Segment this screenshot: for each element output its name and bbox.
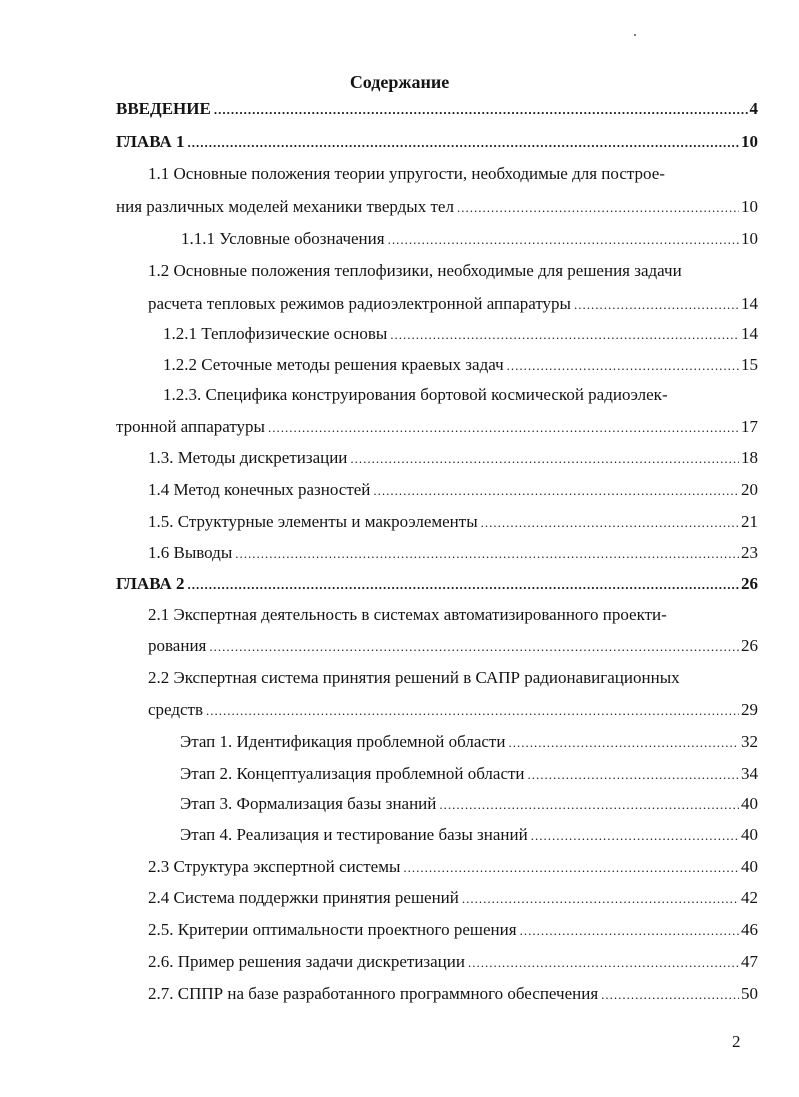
- scan-speck: [634, 34, 636, 36]
- toc-entry-text: 2.6. Пример решения задачи дискретизации: [148, 952, 465, 971]
- toc-entry-page: 10: [741, 197, 758, 216]
- toc-entry-1-1-line1: 1.1 Основные положения теории упругости, необходимые для построе-: [148, 164, 665, 183]
- dot-leader: [468, 951, 739, 975]
- toc-entry-page: 40: [741, 794, 758, 813]
- toc-entry-text: ГЛАВА 2: [116, 574, 185, 593]
- toc-entry-text: Этап 3. Формализация базы знаний: [180, 794, 437, 813]
- toc-entry-2-1-line1: 2.1 Экспертная деятельность в системах автоматизированного проекти-: [148, 605, 667, 624]
- toc-entry-text: 1.2.1 Теплофизические основы: [163, 324, 388, 343]
- dot-leader: [214, 98, 748, 122]
- dot-leader: [206, 699, 739, 723]
- toc-entry-page: 15: [741, 355, 758, 374]
- dot-leader: [507, 354, 739, 378]
- toc-entry-1-1[interactable]: [116, 195, 758, 220]
- toc-entry-text: 2.3 Структура экспертной системы: [148, 857, 401, 876]
- toc-entry-page: 17: [741, 417, 758, 436]
- toc-entry-2-2[interactable]: [148, 698, 758, 723]
- toc-entry-page: 47: [741, 952, 758, 971]
- toc-entry-page: 23: [741, 543, 758, 562]
- toc-entry-text: 1.2.2 Сеточные методы решения краевых задач: [163, 355, 504, 374]
- dot-leader: [457, 196, 739, 220]
- dot-leader: [462, 887, 739, 911]
- toc-entry-1-6[interactable]: [148, 541, 758, 566]
- toc-entry-text: Этап 1. Идентификация проблемной области: [180, 732, 506, 751]
- toc-entry-text: 1.1.1 Условные обозначения: [181, 229, 385, 248]
- toc-entry-page: 50: [741, 984, 758, 1003]
- toc-entry-1-4[interactable]: [148, 478, 758, 503]
- toc-entry-page: 14: [741, 294, 758, 313]
- toc-entry-text: 1.6 Выводы: [148, 543, 233, 562]
- dot-leader: [601, 983, 739, 1007]
- page-number: 2: [732, 1032, 741, 1051]
- dot-leader: [574, 293, 739, 317]
- toc-entry-page: 20: [741, 480, 758, 499]
- toc-entry-1-5[interactable]: [148, 510, 758, 535]
- dot-leader: [390, 323, 739, 347]
- toc-entry-stage-2[interactable]: [180, 762, 758, 787]
- toc-entry-stage-4[interactable]: [180, 823, 758, 848]
- dot-leader: [481, 511, 739, 535]
- toc-entry-1-3[interactable]: [148, 446, 758, 471]
- toc-entry-1-2-3-line1: 1.2.3. Специфика конструирования бортовой космической радиоэлек-: [163, 385, 668, 404]
- toc-entry-chapter-2[interactable]: [116, 572, 758, 597]
- dot-leader: [188, 131, 740, 155]
- toc-entry-page: 18: [741, 448, 758, 467]
- toc-entry-2-2-line1: 2.2 Экспертная система принятия решений в САПР радионавигационных: [148, 668, 680, 687]
- toc-entry-2-3[interactable]: [148, 855, 758, 880]
- toc-entry-text: 1.5. Структурные элементы и макроэлементы: [148, 512, 478, 531]
- toc-entry-page: 32: [741, 732, 758, 751]
- toc-entry-1-2-2[interactable]: [163, 353, 758, 378]
- toc-entry-chapter-1[interactable]: [116, 130, 758, 155]
- dot-leader: [403, 856, 739, 880]
- toc-entry-text: тронной аппаратуры: [116, 417, 265, 436]
- dot-leader: [528, 763, 739, 787]
- page-title: Содержание: [349, 72, 450, 92]
- toc-entry-text: 2.7. СППР на базе разработанного программного обеспечения: [148, 984, 599, 1003]
- toc-entry-text: рования: [148, 636, 207, 655]
- toc-entry-2-4[interactable]: [148, 886, 758, 911]
- toc-entry-text: Этап 4. Реализация и тестирование базы знаний: [180, 825, 528, 844]
- toc-entry-2-1[interactable]: [148, 634, 758, 659]
- toc-entry-text: средств: [148, 700, 204, 719]
- toc-entry-page: 42: [741, 888, 758, 907]
- toc-entry-page: 46: [741, 920, 758, 939]
- toc-entry-page: 34: [741, 764, 758, 783]
- toc-entry-text: 2.4 Система поддержки принятия решений: [148, 888, 459, 907]
- dot-leader: [508, 731, 739, 755]
- toc-entry-page: 21: [741, 512, 758, 531]
- dot-leader: [209, 635, 739, 659]
- toc-entry-page: 26: [741, 636, 758, 655]
- toc-entry-text: 1.3. Методы дискретизации: [148, 448, 348, 467]
- toc-entry-page: 14: [741, 324, 758, 343]
- toc-entry-page: 10: [741, 132, 758, 151]
- toc-entry-stage-3[interactable]: [180, 792, 758, 817]
- toc-entry-1-2-3[interactable]: [116, 415, 758, 440]
- dot-leader: [373, 479, 739, 503]
- toc-entry-page: 10: [741, 229, 758, 248]
- toc-entry-2-7[interactable]: [148, 982, 758, 1007]
- toc-entry-page: 29: [741, 700, 758, 719]
- toc-entry-1-1-1[interactable]: [181, 227, 758, 252]
- toc-entry-page: 4: [749, 99, 758, 118]
- toc-entry-1-2-line1: 1.2 Основные положения теплофизики, необходимые для решения задачи: [148, 261, 682, 280]
- toc-entry-page: 40: [741, 825, 758, 844]
- dot-leader: [235, 542, 739, 566]
- toc-entry-page: 40: [741, 857, 758, 876]
- toc-entry-2-5[interactable]: [148, 918, 758, 943]
- toc-entry-text: 2.5. Критерии оптимальности проектного решения: [148, 920, 517, 939]
- toc-entry-page: 26: [741, 574, 758, 593]
- toc-entry-text: ВВЕДЕНИЕ: [116, 99, 211, 118]
- dot-leader: [388, 228, 739, 252]
- toc-entry-intro[interactable]: [116, 97, 758, 122]
- toc-entry-text: расчета тепловых режимов радиоэлектронной аппаратуры: [148, 294, 571, 313]
- toc-entry-2-6[interactable]: [148, 950, 758, 975]
- dot-leader: [439, 793, 739, 817]
- toc-entry-text: 1.4 Метод конечных разностей: [148, 480, 371, 499]
- toc-entry-1-2[interactable]: [148, 292, 758, 317]
- toc-entry-text: ГЛАВА 1: [116, 132, 185, 151]
- dot-leader: [531, 824, 739, 848]
- dot-leader: [350, 447, 739, 471]
- toc-entry-text: ния различных моделей механики твердых тел: [116, 197, 454, 216]
- dot-leader: [188, 573, 740, 597]
- toc-entry-1-2-1[interactable]: [163, 322, 758, 347]
- dot-leader: [268, 416, 739, 440]
- toc-entry-stage-1[interactable]: [180, 730, 758, 755]
- toc-entry-text: Этап 2. Концептуализация проблемной области: [180, 764, 525, 783]
- dot-leader: [520, 919, 739, 943]
